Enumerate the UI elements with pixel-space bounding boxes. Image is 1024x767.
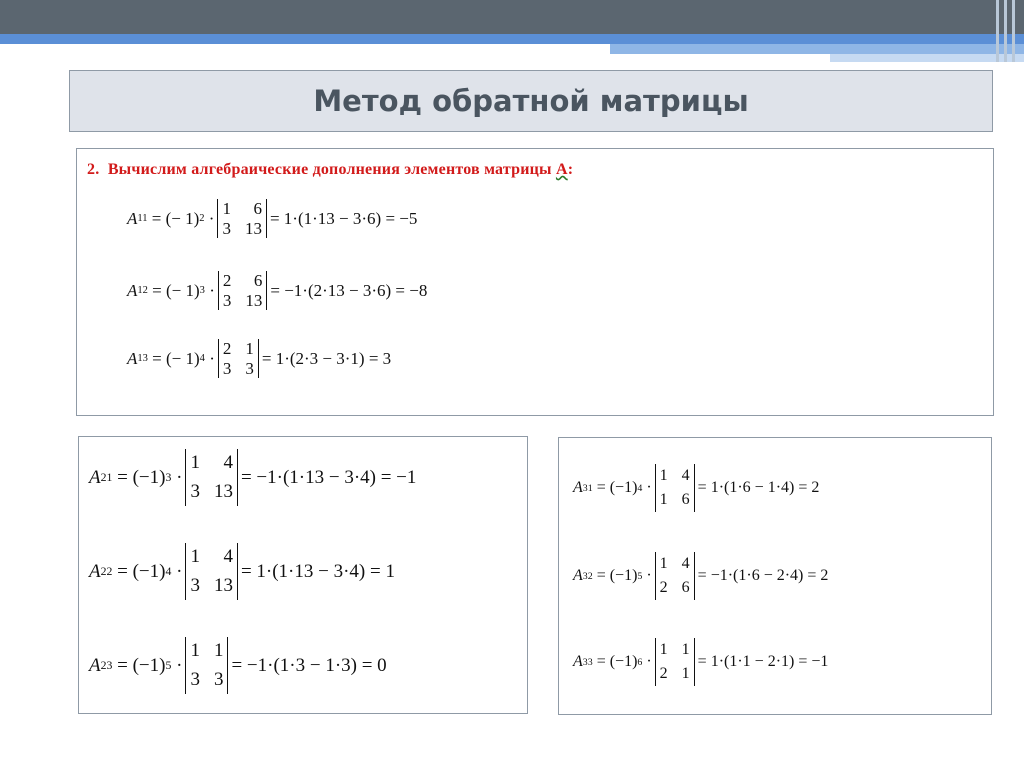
eq-prefix: = (− 1)	[151, 208, 200, 228]
eq-result: = −1·(1·13 − 3·4) = −1	[240, 466, 417, 488]
equation-a11	[127, 199, 417, 238]
eq-result: = 1·(1·13 − 3·6) = −5	[269, 208, 418, 228]
eq-power: 3	[199, 285, 205, 297]
title-box	[69, 70, 993, 132]
eq-power: 6	[637, 656, 643, 668]
step-matrix-name: А	[555, 161, 568, 178]
eq-subscript: 23	[100, 658, 113, 672]
eq-dot: ·	[208, 208, 215, 228]
decorative-line	[1012, 0, 1015, 62]
determinant: 1 6 3 13	[217, 199, 267, 238]
step-number: 2.	[87, 161, 100, 178]
step-text: Вычислим алгебраические дополнения элементов матрицы	[107, 161, 552, 178]
eq-prefix: = (−1)	[596, 479, 638, 496]
eq-symbol: A	[89, 654, 101, 676]
eq-symbol: A	[127, 348, 138, 368]
eq-subscript: 11	[137, 213, 148, 225]
determinant: 1 1 3 3	[185, 637, 228, 694]
eq-power: 4	[637, 482, 643, 494]
eq-dot: ·	[176, 560, 183, 582]
eq-symbol: A	[89, 466, 101, 488]
eq-symbol: A	[573, 653, 583, 670]
equation-a23	[89, 637, 387, 694]
eq-power: 4	[165, 564, 172, 578]
eq-result: = −1·(1·6 − 2·4) = 2	[697, 567, 829, 584]
determinant: 1 4 3 13	[185, 543, 238, 600]
cofactors-row3-panel	[558, 437, 992, 715]
equation-a13	[127, 339, 391, 378]
equation-a33	[573, 638, 828, 686]
eq-prefix: = (−1)	[596, 653, 638, 670]
eq-power: 5	[637, 570, 643, 582]
equation-a31	[573, 464, 819, 512]
step-heading	[87, 161, 573, 179]
eq-power: 5	[165, 658, 172, 672]
equation-a12	[127, 271, 427, 310]
eq-prefix: = (−1)	[117, 560, 166, 582]
determinant: 2 1 3 3	[218, 339, 259, 378]
equation-a22	[89, 543, 395, 600]
eq-prefix: = (− 1)	[152, 348, 200, 368]
eq-dot: ·	[209, 348, 215, 368]
eq-subscript: 13	[137, 353, 148, 365]
eq-result: = 1·(1·6 − 1·4) = 2	[697, 479, 820, 496]
determinant: 1 4 2 6	[655, 552, 695, 600]
page-title: Метод обратной матрицы	[313, 84, 749, 118]
eq-dot: ·	[646, 567, 652, 584]
slide-accent-stripe	[0, 34, 1024, 44]
eq-subscript: 31	[582, 482, 593, 494]
eq-result: = 1·(2·3 − 3·1) = 3	[261, 348, 392, 368]
eq-dot: ·	[646, 653, 652, 670]
eq-symbol: A	[89, 560, 101, 582]
cofactors-row2-panel	[78, 436, 528, 714]
eq-subscript: 33	[582, 656, 593, 668]
eq-prefix: = (−1)	[117, 654, 166, 676]
decorative-line	[996, 0, 999, 62]
decorative-line	[1004, 0, 1007, 62]
eq-prefix: = (− 1)	[152, 280, 200, 300]
eq-result: = 1·(1·13 − 3·4) = 1	[240, 560, 395, 582]
slide-top-bar	[0, 0, 1024, 34]
step-colon: :	[567, 161, 574, 178]
eq-dot: ·	[176, 466, 183, 488]
equation-a32	[573, 552, 828, 600]
eq-symbol: A	[573, 479, 583, 496]
cofactors-row1-panel	[76, 148, 994, 416]
eq-power: 2	[199, 213, 205, 225]
eq-symbol: A	[127, 208, 138, 228]
equation-a21	[89, 449, 416, 506]
determinant: 1 4 3 13	[185, 449, 238, 506]
determinant: 1 1 2 1	[655, 638, 695, 686]
eq-dot: ·	[646, 479, 652, 496]
eq-result: = −1·(2·13 − 3·6) = −8	[270, 280, 428, 300]
eq-result: = −1·(1·3 − 1·3) = 0	[231, 654, 387, 676]
slide-accent-stripe-lighter	[830, 54, 1024, 62]
eq-symbol: A	[127, 280, 138, 300]
determinant: 1 4 1 6	[655, 464, 695, 512]
eq-subscript: 21	[100, 470, 113, 484]
slide-accent-stripe-light	[610, 44, 1024, 54]
eq-result: = 1·(1·1 − 2·1) = −1	[697, 653, 829, 670]
eq-prefix: = (−1)	[117, 466, 166, 488]
eq-dot: ·	[176, 654, 183, 676]
eq-subscript: 32	[582, 570, 593, 582]
eq-subscript: 12	[137, 285, 148, 297]
eq-prefix: = (−1)	[596, 567, 638, 584]
eq-subscript: 22	[100, 564, 113, 578]
eq-symbol: A	[573, 567, 583, 584]
eq-dot: ·	[209, 280, 215, 300]
eq-power: 4	[199, 353, 205, 365]
determinant: 2 6 3 13	[218, 271, 268, 310]
eq-power: 3	[165, 470, 172, 484]
